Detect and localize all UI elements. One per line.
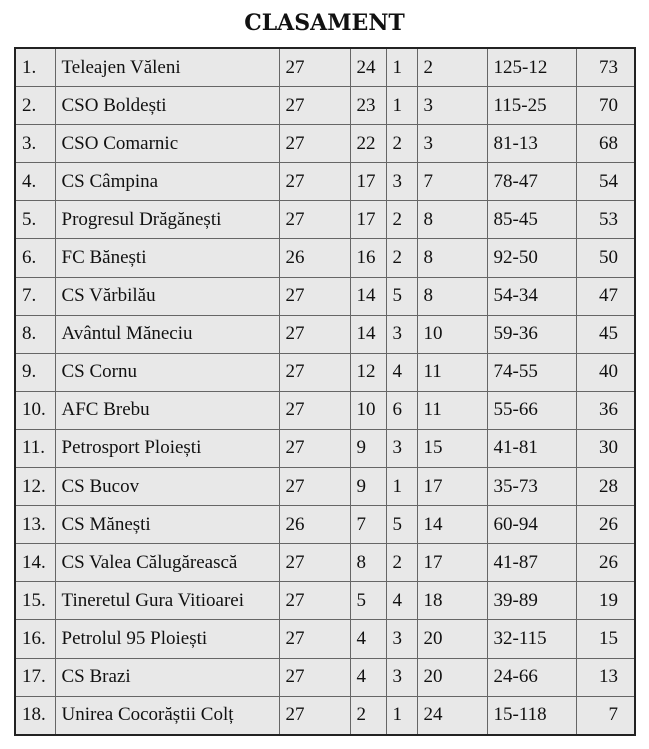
team-name-cell: Teleajen Văleni xyxy=(55,48,279,87)
position-cell: 1. xyxy=(15,48,55,87)
table-row xyxy=(15,87,635,125)
position-cell: 2. xyxy=(15,87,55,125)
won-cell: 10 xyxy=(350,391,386,429)
played-cell: 27 xyxy=(279,391,350,429)
page-title: CLASAMENT xyxy=(244,10,405,36)
drawn-cell: 6 xyxy=(386,391,417,429)
position-cell: 15. xyxy=(15,582,55,620)
position-cell: 16. xyxy=(15,620,55,658)
played-cell: 27 xyxy=(279,48,350,87)
goals-cell: 55-66 xyxy=(487,391,576,429)
points-cell: 54 xyxy=(576,163,635,201)
points-cell: 73 xyxy=(576,48,635,87)
table-row xyxy=(15,620,635,658)
played-cell: 27 xyxy=(279,201,350,239)
won-cell: 14 xyxy=(350,277,386,315)
lost-cell: 14 xyxy=(417,506,487,544)
table-row xyxy=(15,239,635,277)
goals-cell: 54-34 xyxy=(487,277,576,315)
points-cell: 7 xyxy=(576,696,635,735)
table-row xyxy=(15,391,635,429)
played-cell: 26 xyxy=(279,506,350,544)
lost-cell: 8 xyxy=(417,239,487,277)
table-row xyxy=(15,429,635,467)
played-cell: 27 xyxy=(279,696,350,735)
position-cell: 10. xyxy=(15,391,55,429)
played-cell: 27 xyxy=(279,315,350,353)
team-name-cell: CS Cornu xyxy=(55,353,279,391)
played-cell: 27 xyxy=(279,125,350,163)
position-cell: 17. xyxy=(15,658,55,696)
position-cell: 13. xyxy=(15,506,55,544)
lost-cell: 3 xyxy=(417,87,487,125)
won-cell: 8 xyxy=(350,544,386,582)
table-row xyxy=(15,582,635,620)
goals-cell: 24-66 xyxy=(487,658,576,696)
drawn-cell: 1 xyxy=(386,468,417,506)
team-name-cell: CS Mănești xyxy=(55,506,279,544)
team-name-cell: Petrosport Ploiești xyxy=(55,429,279,467)
lost-cell: 18 xyxy=(417,582,487,620)
team-name-cell: CS Câmpina xyxy=(55,163,279,201)
table-row xyxy=(15,468,635,506)
goals-cell: 115-25 xyxy=(487,87,576,125)
lost-cell: 20 xyxy=(417,658,487,696)
table-row xyxy=(15,125,635,163)
goals-cell: 35-73 xyxy=(487,468,576,506)
drawn-cell: 2 xyxy=(386,544,417,582)
team-name-cell: Petrolul 95 Ploiești xyxy=(55,620,279,658)
position-cell: 7. xyxy=(15,277,55,315)
drawn-cell: 3 xyxy=(386,658,417,696)
team-name-cell: Unirea Cocorăștii Colț xyxy=(55,696,279,735)
table-row xyxy=(15,658,635,696)
won-cell: 4 xyxy=(350,658,386,696)
goals-cell: 39-89 xyxy=(487,582,576,620)
lost-cell: 10 xyxy=(417,315,487,353)
won-cell: 17 xyxy=(350,163,386,201)
goals-cell: 81-13 xyxy=(487,125,576,163)
goals-cell: 85-45 xyxy=(487,201,576,239)
played-cell: 27 xyxy=(279,468,350,506)
lost-cell: 11 xyxy=(417,353,487,391)
won-cell: 9 xyxy=(350,429,386,467)
played-cell: 27 xyxy=(279,620,350,658)
points-cell: 53 xyxy=(576,201,635,239)
lost-cell: 3 xyxy=(417,125,487,163)
position-cell: 9. xyxy=(15,353,55,391)
won-cell: 4 xyxy=(350,620,386,658)
team-name-cell: CS Brazi xyxy=(55,658,279,696)
won-cell: 23 xyxy=(350,87,386,125)
lost-cell: 8 xyxy=(417,277,487,315)
table-row xyxy=(15,696,635,735)
played-cell: 27 xyxy=(279,544,350,582)
drawn-cell: 4 xyxy=(386,353,417,391)
lost-cell: 7 xyxy=(417,163,487,201)
points-cell: 70 xyxy=(576,87,635,125)
goals-cell: 59-36 xyxy=(487,315,576,353)
team-name-cell: Tineretul Gura Vitioarei xyxy=(55,582,279,620)
won-cell: 9 xyxy=(350,468,386,506)
points-cell: 45 xyxy=(576,315,635,353)
goals-cell: 41-81 xyxy=(487,429,576,467)
points-cell: 36 xyxy=(576,391,635,429)
drawn-cell: 1 xyxy=(386,696,417,735)
goals-cell: 60-94 xyxy=(487,506,576,544)
played-cell: 27 xyxy=(279,277,350,315)
points-cell: 15 xyxy=(576,620,635,658)
drawn-cell: 1 xyxy=(386,87,417,125)
points-cell: 30 xyxy=(576,429,635,467)
lost-cell: 17 xyxy=(417,544,487,582)
won-cell: 22 xyxy=(350,125,386,163)
position-cell: 14. xyxy=(15,544,55,582)
lost-cell: 8 xyxy=(417,201,487,239)
position-cell: 5. xyxy=(15,201,55,239)
drawn-cell: 3 xyxy=(386,429,417,467)
won-cell: 12 xyxy=(350,353,386,391)
position-cell: 11. xyxy=(15,429,55,467)
position-cell: 4. xyxy=(15,163,55,201)
lost-cell: 17 xyxy=(417,468,487,506)
points-cell: 50 xyxy=(576,239,635,277)
table-row xyxy=(15,315,635,353)
team-name-cell: AFC Brebu xyxy=(55,391,279,429)
drawn-cell: 5 xyxy=(386,506,417,544)
lost-cell: 11 xyxy=(417,391,487,429)
position-cell: 6. xyxy=(15,239,55,277)
won-cell: 7 xyxy=(350,506,386,544)
team-name-cell: Progresul Drăgănești xyxy=(55,201,279,239)
played-cell: 27 xyxy=(279,658,350,696)
team-name-cell: Avântul Măneciu xyxy=(55,315,279,353)
points-cell: 26 xyxy=(576,506,635,544)
goals-cell: 32-115 xyxy=(487,620,576,658)
goals-cell: 41-87 xyxy=(487,544,576,582)
drawn-cell: 2 xyxy=(386,201,417,239)
table-row xyxy=(15,163,635,201)
standings-body xyxy=(15,48,635,735)
goals-cell: 78-47 xyxy=(487,163,576,201)
team-name-cell: CSO Comarnic xyxy=(55,125,279,163)
points-cell: 68 xyxy=(576,125,635,163)
standings-table xyxy=(14,47,636,736)
played-cell: 27 xyxy=(279,429,350,467)
team-name-cell: CSO Boldești xyxy=(55,87,279,125)
played-cell: 27 xyxy=(279,87,350,125)
won-cell: 16 xyxy=(350,239,386,277)
won-cell: 5 xyxy=(350,582,386,620)
drawn-cell: 2 xyxy=(386,125,417,163)
position-cell: 18. xyxy=(15,696,55,735)
drawn-cell: 3 xyxy=(386,315,417,353)
drawn-cell: 1 xyxy=(386,48,417,87)
team-name-cell: CS Bucov xyxy=(55,468,279,506)
lost-cell: 2 xyxy=(417,48,487,87)
table-row xyxy=(15,48,635,87)
won-cell: 17 xyxy=(350,201,386,239)
lost-cell: 15 xyxy=(417,429,487,467)
position-cell: 12. xyxy=(15,468,55,506)
goals-cell: 125-12 xyxy=(487,48,576,87)
table-row xyxy=(15,201,635,239)
played-cell: 27 xyxy=(279,163,350,201)
points-cell: 40 xyxy=(576,353,635,391)
points-cell: 28 xyxy=(576,468,635,506)
team-name-cell: FC Bănești xyxy=(55,239,279,277)
played-cell: 27 xyxy=(279,353,350,391)
played-cell: 27 xyxy=(279,582,350,620)
goals-cell: 74-55 xyxy=(487,353,576,391)
position-cell: 3. xyxy=(15,125,55,163)
won-cell: 24 xyxy=(350,48,386,87)
goals-cell: 15-118 xyxy=(487,696,576,735)
goals-cell: 92-50 xyxy=(487,239,576,277)
drawn-cell: 2 xyxy=(386,239,417,277)
drawn-cell: 4 xyxy=(386,582,417,620)
played-cell: 26 xyxy=(279,239,350,277)
drawn-cell: 5 xyxy=(386,277,417,315)
lost-cell: 20 xyxy=(417,620,487,658)
won-cell: 2 xyxy=(350,696,386,735)
team-name-cell: CS Valea Călugărească xyxy=(55,544,279,582)
points-cell: 19 xyxy=(576,582,635,620)
table-row xyxy=(15,277,635,315)
table-row xyxy=(15,506,635,544)
lost-cell: 24 xyxy=(417,696,487,735)
won-cell: 14 xyxy=(350,315,386,353)
position-cell: 8. xyxy=(15,315,55,353)
table-row xyxy=(15,353,635,391)
points-cell: 13 xyxy=(576,658,635,696)
team-name-cell: CS Vărbilău xyxy=(55,277,279,315)
drawn-cell: 3 xyxy=(386,620,417,658)
drawn-cell: 3 xyxy=(386,163,417,201)
points-cell: 47 xyxy=(576,277,635,315)
points-cell: 26 xyxy=(576,544,635,582)
table-row xyxy=(15,544,635,582)
